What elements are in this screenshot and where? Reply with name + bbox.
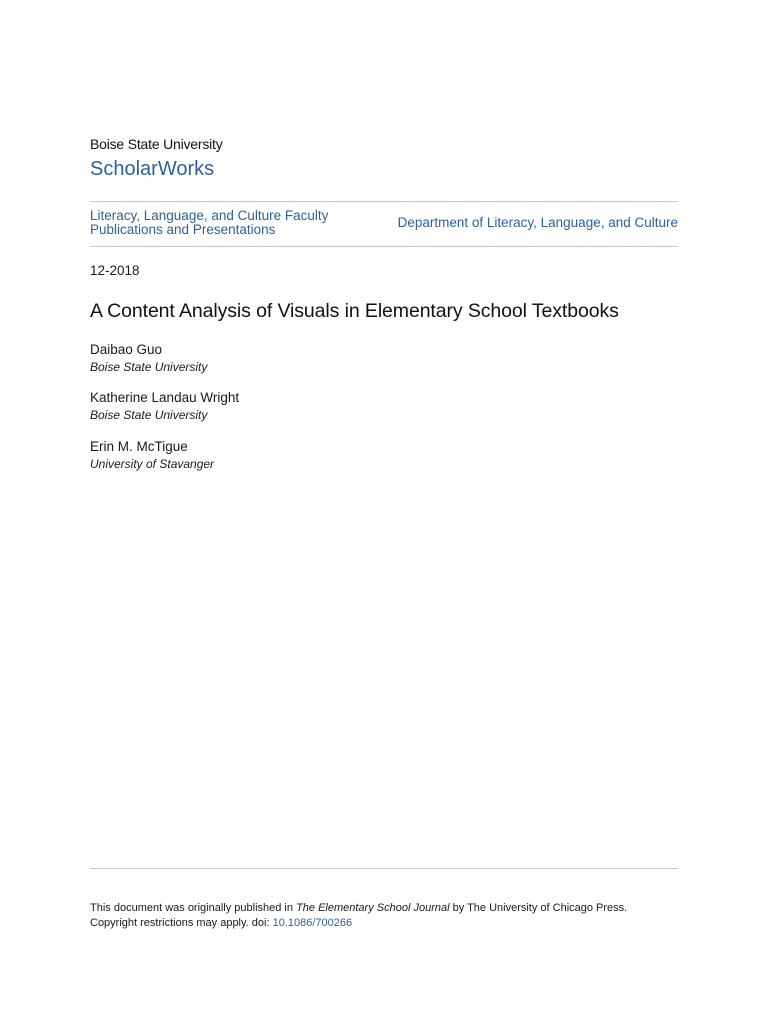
author-affiliation: Boise State University bbox=[90, 360, 208, 374]
notice-publisher: by The University of Chicago Press. bbox=[449, 902, 628, 914]
author-name: Daibao Guo bbox=[90, 342, 163, 357]
author-affiliation: University of Stavanger bbox=[90, 457, 215, 471]
institution-name: Boise State University bbox=[90, 136, 223, 152]
author-entry bbox=[90, 390, 239, 423]
scholarworks-link[interactable]: ScholarWorks bbox=[90, 158, 215, 180]
publication-notice bbox=[90, 901, 678, 931]
series-link[interactable]: Literacy, Language, and Culture Faculty Publications and Presentations bbox=[90, 208, 329, 237]
notice-prefix: This document was originally published in bbox=[90, 902, 297, 914]
top-divider bbox=[90, 201, 678, 202]
article-title: A Content Analysis of Visuals in Elementary School Textbooks bbox=[90, 300, 619, 322]
publication-date: 12-2018 bbox=[90, 263, 140, 278]
cover-page bbox=[90, 0, 678, 1024]
author-name: Katherine Landau Wright bbox=[90, 390, 240, 405]
journal-name: The Elementary School Journal bbox=[296, 902, 450, 914]
author-entry bbox=[90, 439, 214, 472]
department-link[interactable]: Department of Literacy, Language, and Culture bbox=[397, 215, 678, 230]
copyright-notice: Copyright restrictions may apply. doi: bbox=[90, 917, 273, 929]
doi-link[interactable]: 10.1086/700266 bbox=[272, 917, 353, 929]
author-entry bbox=[90, 342, 207, 375]
footer-divider bbox=[90, 868, 678, 869]
author-affiliation: Boise State University bbox=[90, 408, 208, 422]
author-name: Erin M. McTigue bbox=[90, 439, 188, 454]
collection-divider bbox=[90, 246, 678, 247]
